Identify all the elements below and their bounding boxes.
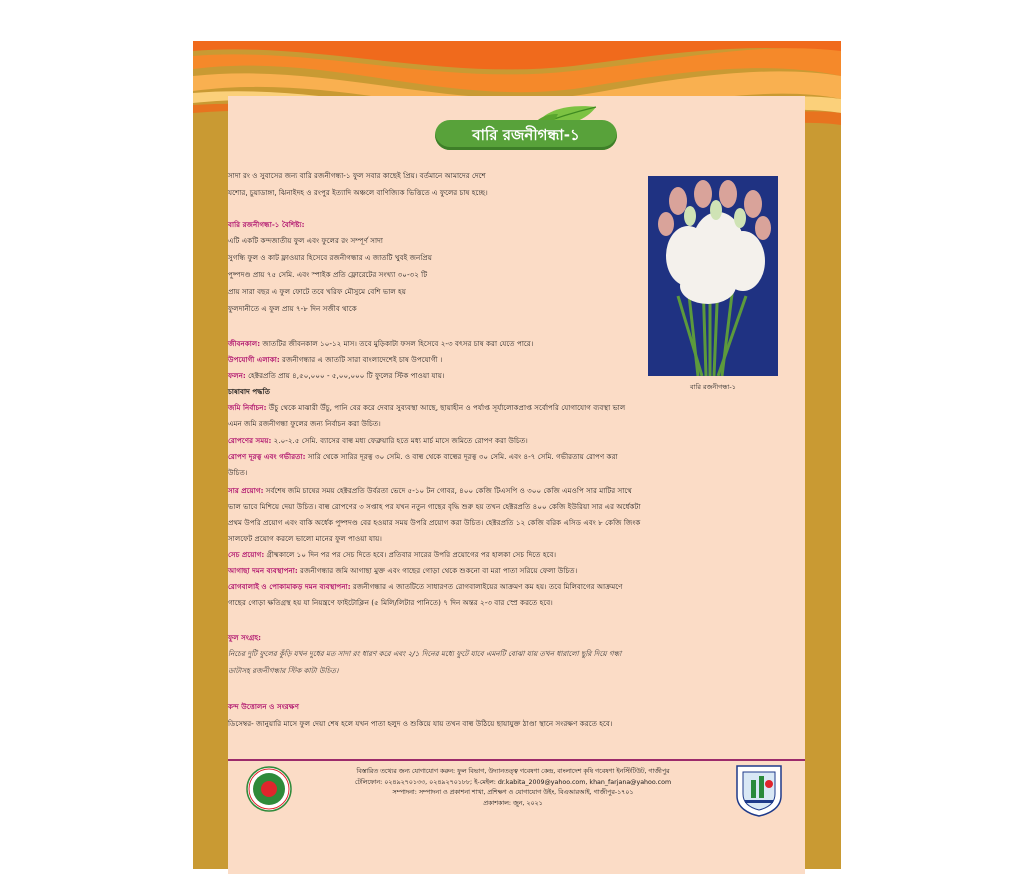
land-selection-cont: এমন জমি রজনীগন্ধা ফুলের জন্য নির্বাচন করা উচিত। <box>228 419 381 428</box>
harvest-heading: ফুল সংগ্রহ: <box>228 633 261 642</box>
pest-cont: গাছের গোড়া ক্ষতিগ্রস্থ হয় যা নিয়ন্ত্রণে ফাইটোক্লিন (৫ মিলি/লিটার পানিতে) ৭ দিন অন্তর ২-৩ বার স্প্রে করতে হবে। <box>228 598 553 607</box>
footer-line: প্রকাশকাল: জুন, ২০২১ <box>483 799 543 807</box>
content-panel <box>228 96 805 874</box>
footer-divider <box>228 759 805 761</box>
photo-caption: বারি রজনীগন্ধা-১ <box>690 383 736 391</box>
harvest-line: নিচের দুটি ফুলের কুঁড়ি যখন দুধের মত সাদা রং ধারণ করে এবং ২/১ দিনের মধ্যে ফুটে যাবে এমনটি বোঝা যায় তখন ধারালো ছুরি দিয়ে গন্ধা <box>228 649 622 658</box>
spacing-row: রোপণ দূরত্ব এবং গভীরতা: সারি থেকে সারির দূরত্ব ৩০ সেমি. ও বাল্ব থেকে বাল্বের দূরত্ব ৩০ সেমি. এবং ৪-৭ সেমি. গভীরতায় রোপণ করা <box>228 452 618 461</box>
pest-row: রোগবালাই ও পোকামাকড় দমন ব্যবস্থাপনা: রজনীগন্ধার এ জাতটিতে সাধারণত রোগবালাইয়ের আক্রমণ কম হয়। তবে মিলিবাগের আক্রমণে <box>228 582 623 591</box>
fertilizer-cont: ভাল ভাবে মিশিয়ে দেয়া উচিত। বাল্ব রোপণের ৩ সপ্তাহ পর যখন নতুন গাছের বৃদ্ধি শুরু হয় তখন হেক্টরপ্রতি ৪০০ কেজি ইউরিয়া সার এর অর্ধেকটা <box>228 502 641 511</box>
footer-line: সম্পাদনা: সম্পাদনা ও প্রকাশনা শাখা, প্রশিক্ষণ ও যোগাযোগ উইং, বিএআরআই, গাজীপুর-১৭০১ <box>392 789 634 796</box>
feature-item: প্রায় সারা বছর এ ফুল ফোটে তবে খরিফ মৌসুমে বেশি ভাল হয় <box>228 287 407 296</box>
feature-item: ফুলদানীতে এ ফুল প্রায় ৭-৮ দিন সজীব থাকে <box>228 304 357 313</box>
storage-heading: কন্দ উত্তোলন ও সংরক্ষণ <box>228 702 299 711</box>
bari-logo <box>733 762 785 818</box>
fertilizer-row: সার প্রয়োগ: সর্বশেষ জমি চাষের সময় হেক্টরপ্রতি উর্বরতা ভেদে ৫-১০ টন গোবর, ৪০০ কেজি টিএসপি ও ৩০০ কেজি এমওপি সার মাটির সাথে <box>228 486 632 495</box>
features-heading: বারি রজনীগন্ধা-১ বৈশিষ্ট্য: <box>228 220 305 229</box>
intro-line: সাদা রং ও সুবাসের জন্য বারি রজনীগন্ধা-১ ফুল সবার কাছেই প্রিয়। বর্তমানে আমাদের দেশে <box>228 171 486 180</box>
suitable-area-row: উপযোগী এলাকা: রজনীগন্ধার এ জাতটি সারা বাংলাদেশেই চাষ উপযোগী । <box>228 355 443 364</box>
cultivation-heading: চাষাবাদ পদ্ধতি <box>228 387 270 396</box>
weeding-row: আগাছা দমন ব্যবস্থাপনা: রজনীগন্ধার জমি আগাছা মুক্ত এবং গাছের গোড়া থেকে শুকনো বা মরা পাতা সরিয়ে ফেলা উচিত। <box>228 566 578 575</box>
bangladesh-govt-logo <box>246 766 292 812</box>
brochure-sheet <box>193 41 841 869</box>
footer-line: বিস্তারিত তথ্যের জন্য যোগাযোগ করুন: ফুল বিভাগ, উদ্যানতত্ত্ব গবেষণা কেন্দ্র, বাংলাদেশ কৃষি গবেষণা ইনস্টিটিউট, গাজীপুর <box>356 768 670 775</box>
fertilizer-cont: প্রথম উপরি প্রয়োগ এবং বাকি অর্ধেক পুষ্পদণ্ড বের হওয়ার সময় উপরি প্রয়োগ করা উচিত। হেক্টরপ্রতি ১২ কেজি বরিক এসিড এবং ৮ কেজি জিংক <box>228 518 641 527</box>
land-selection-row: জমি নির্বাচন: উঁচু থেকে মাঝারী উঁচু, পানি বের করে দেবার সুব্যবস্থা আছে, ছায়াহীন ও পর্যাপ্ত সূর্যালোকপ্রাপ্ত সর্বোপরি যোগাযোগ ব্যবস্থা ভাল <box>228 403 626 412</box>
feature-item: পুষ্পদণ্ড প্রায় ৭৫ সেমি. এবং স্পাইক প্রতি ফ্লোরেটের সংখ্যা ৩০-৩২ টি <box>228 270 428 279</box>
planting-time-row: রোপণের সময়: ২.০-২.৫ সেমি. ব্যাসের বাল্ব মধ্য ফেব্রুয়ারি হতে মধ্য মার্চ মাসে জমিতে রোপণ করা উচিত। <box>228 436 528 445</box>
tuberose-photo <box>648 176 778 376</box>
yield-row: ফলন: হেক্টরপ্রতি প্রায় ৪,৫০,০০০ - ৫,০০,০০০ টি ফুলের স্টিক পাওয়া যায়। <box>228 371 445 380</box>
harvest-line: ডাটাসহ রজনীগন্ধার স্টিক কাটা উচিত। <box>228 666 339 675</box>
fertilizer-cont: সালফেট প্রয়োগ করলে ভালো মানের ফুল পাওয়া যায়। <box>228 534 382 543</box>
irrigation-row: সেচ প্রয়োগ: গ্রীষ্মকালে ১০ দিন পর পর সেচ দিতে হবে। প্রতিবার সারের উপরি প্রয়োগের পর হালকা সেচ দিতে হবে। <box>228 550 557 559</box>
feature-item: এটি একটি কন্দজাতীয় ফুল এবং ফুলের রং সম্পূর্ণ সাদা <box>228 236 383 245</box>
contact-footer <box>308 767 718 809</box>
footer-line: টেলিফোন: ০২৪৯২৭০১৩৩, ০২৪৯২৭০১৮৮; ই-মেইল: dr.kabita_2009@yahoo.com, khan_farjana@yahoo.com <box>354 778 672 786</box>
lifespan-row: জীবনকাল: জাতটির জীবনকাল ১০-১২ মাস। তবে মুড়িকাটা ফসল হিসেবে ২-৩ বৎসর চাষ করা যেতে পারে। <box>228 339 534 348</box>
storage-text: ডিসেম্বর- জানুয়ারি মাসে ফুল দেয়া শেষ হলে যখন পাতা হলুদ ও শুকিয়ে যায় তখন বাল্ব উঠিয়ে ছায়াযুক্ত ঠাণ্ডা স্থানে সংরক্ষণ করতে হবে। <box>228 719 613 728</box>
intro-line: যশোর, চুয়াডাঙ্গা, ঝিনাইদহ ও রংপুর ইত্যাদি অঞ্চলে বাণিজ্যিক ভিত্তিতে এ ফুলের চাষ হচ্ছে। <box>228 188 488 197</box>
spacing-cont: উচিত। <box>228 468 248 477</box>
tuberose-image <box>648 176 778 376</box>
feature-item: সুগন্ধি ফুল ও কাট ফ্লাওয়ার হিসেবে রজনীগন্ধার এ জাতটি খুবই জনপ্রিয় <box>228 253 432 262</box>
page-title: বারি রজনীগন্ধা-১ <box>435 120 617 150</box>
